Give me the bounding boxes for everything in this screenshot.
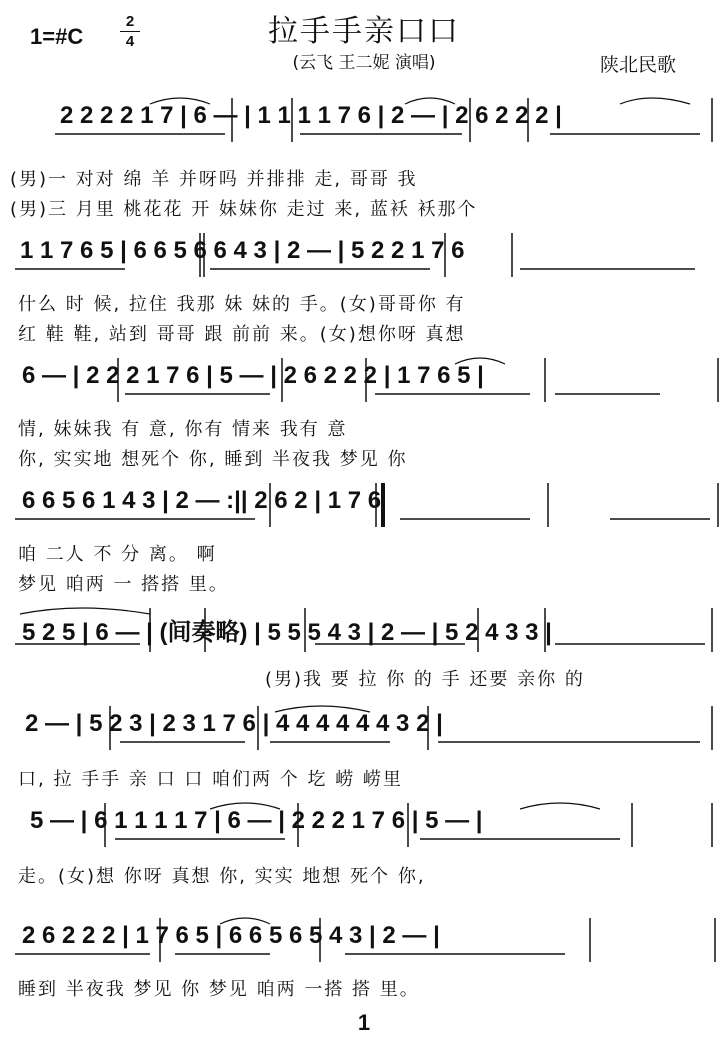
staff-row-5 <box>0 600 728 660</box>
key-signature: 1=#C <box>30 24 84 49</box>
lyric-line-10: 口, 拉 手手 亲 口 口 咱们两 个 圪 崂 崂里 <box>18 769 403 790</box>
staff-row-7-notes: 5 — | 6 1 1 1 1 7 | 6 — | 2 2 2 1 7 6 | 5 — | <box>30 807 483 834</box>
lyric-line-3: 什么 时 候, 拉住 我那 妹 妹的 手。(女)哥哥你 有 <box>18 294 466 315</box>
lyric-line-4: 红 鞋 鞋, 站到 哥哥 跟 前前 来。(女)想你呀 真想 <box>18 324 466 345</box>
staff-row-5-notes: 5 2 5 | 6 — | (间奏略) | 5 5 5 4 3 | 2 — | 5 2 4 3 3 | <box>22 619 552 646</box>
lyric-line-2: (男)三 月里 桃花花 开 妹妹你 走过 来, 蓝袄 袄那个 <box>10 199 478 220</box>
lyric-line-12: 睡到 半夜我 梦见 你 梦见 咱两 一搭 搭 里。 <box>18 979 420 1000</box>
staff-row-3-notes: 6 — | 2 2 2 1 7 6 | 5 — | 2 6 2 2 2 | 1 7 6 5 | <box>22 362 484 389</box>
lyric-line-1: (男)一 对对 绵 羊 并呀吗 并排排 走, 哥哥 我 <box>10 169 418 190</box>
song-title: 拉手手亲口口 <box>268 14 460 49</box>
lyric-line-7: 咱 二人 不 分 离。 啊 <box>18 544 217 565</box>
song-origin: 陕北民歌 <box>600 54 677 76</box>
page-number: 1 <box>357 1010 371 1035</box>
staff-row-6 <box>0 698 728 758</box>
staff-row-7 <box>0 795 728 855</box>
lyric-line-8: 梦见 咱两 一 搭搭 里。 <box>18 574 229 595</box>
staff-row-1 <box>0 90 728 150</box>
lyric-line-6: 你, 实实地 想死个 你, 睡到 半夜我 梦见 你 <box>18 449 408 470</box>
staff-row-8 <box>0 910 728 970</box>
staff-row-1-notes: 2 2 2 2 1 7 | 6 — | 1 1 1 1 7 6 | 2 — | 2 6 2 2 2 | <box>60 102 562 129</box>
staff-row-2-notes: 1 1 7 6 5 | 6 6 5 6 6 4 3 | 2 — | 5 2 2 1 7 6 <box>20 237 465 264</box>
lyric-line-9: (男)我 要 拉 你 的 手 还要 亲你 的 <box>265 669 585 690</box>
lyric-line-5: 情, 妹妹我 有 意, 你有 情来 我有 意 <box>18 419 348 440</box>
staff-row-4 <box>0 475 728 535</box>
staff-row-8-notes: 2 6 2 2 2 | 1 7 6 5 | 6 6 5 6 5 4 3 | 2 — | <box>22 922 440 949</box>
performer-credit: (云飞 王二妮 演唱) <box>292 53 436 73</box>
meter-top: 2 <box>125 13 135 30</box>
lyric-line-11: 走。(女)想 你呀 真想 你, 实实 地想 死个 你, <box>18 866 426 887</box>
staff-row-4-notes: 6 6 5 6 1 4 3 | 2 — :|| 2 6 2 | 1 7 6 <box>22 487 382 514</box>
staff-row-3 <box>0 350 728 410</box>
meter-bottom: 4 <box>125 33 135 50</box>
staff-row-6-notes: 2 — | 5 2 3 | 2 3 1 7 6 | 4 4 4 4 4 4 3 2 | <box>25 710 443 737</box>
staff-row-2 <box>0 225 728 285</box>
